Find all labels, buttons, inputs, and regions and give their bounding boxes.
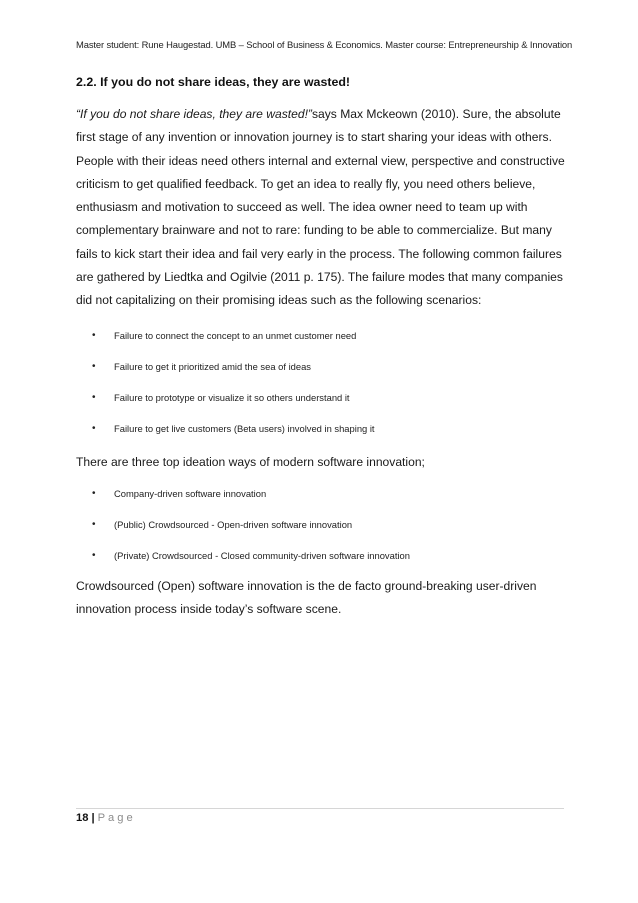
failure-list xyxy=(92,328,375,452)
intro-quote: “If you do not share ideas, they are wasted!” xyxy=(76,107,312,121)
page-header: Master student: Rune Haugestad. UMB – School of Business & Economics. Master course: Entrepreneurship & Innovation xyxy=(76,39,573,50)
bullet-icon: • xyxy=(92,330,96,341)
list-item-text: Failure to prototype or visualize it so others understand it xyxy=(114,392,350,403)
list-item-text: Failure to get it prioritized amid the sea of ideas xyxy=(114,361,311,372)
list-item-text: Company-driven software innovation xyxy=(114,488,267,499)
bullet-icon: • xyxy=(92,392,96,403)
list-item xyxy=(92,517,410,548)
paragraph-conclusion: Crowdsourced (Open) software innovation is the de facto ground-breaking user-driven innovation process inside today’s software scene. xyxy=(76,579,537,617)
paragraph-ideation: There are three top ideation ways of modern software innovation; xyxy=(76,455,425,469)
list-item xyxy=(92,359,375,390)
list-item xyxy=(92,486,410,517)
bullet-icon: • xyxy=(92,488,96,499)
list-item-text: Failure to get live customers (Beta users) involved in shaping it xyxy=(114,423,375,434)
footer-divider xyxy=(76,808,564,809)
list-item-text: Failure to connect the concept to an unmet customer need xyxy=(114,330,357,341)
list-item xyxy=(92,328,375,359)
ideation-list xyxy=(92,486,410,579)
paragraph-intro xyxy=(76,103,568,313)
intro-text: says Max Mckeown (2010). Sure, the absolute first stage of any invention or innovation journey is to start sharing your ideas with others. People with their ideas need others internal and external view, perspective and constructive criticism to get qualified feedback. To get an idea to really fly, you need others believe, enthusiasm and motivation to succeed as well. The idea owner need to team up with complementary brainware and not to rare: funding to be able to commercialize. But many fails to kick start their idea and fail very early in the process. The following common failures are gathered by Liedtka and Ogilvie (2011 p. 175). The failure modes that many companies did not capitalizing on their promising ideas such as the following scenarios: xyxy=(76,107,565,308)
footer-separator: | xyxy=(91,812,95,824)
section-heading: 2.2. If you do not share ideas, they are wasted! xyxy=(76,75,351,89)
list-item xyxy=(92,421,375,452)
bullet-icon: • xyxy=(92,550,96,561)
bullet-icon: • xyxy=(92,519,96,530)
bullet-icon: • xyxy=(92,361,96,372)
bullet-icon: • xyxy=(92,423,96,434)
list-item-text: (Public) Crowdsourced - Open-driven software innovation xyxy=(114,519,353,530)
page-number: 18 xyxy=(76,812,89,824)
list-item-text: (Private) Crowdsourced - Closed community-driven software innovation xyxy=(114,550,410,561)
list-item xyxy=(92,390,375,421)
page-label: Page xyxy=(97,812,136,824)
page-footer xyxy=(76,812,136,824)
